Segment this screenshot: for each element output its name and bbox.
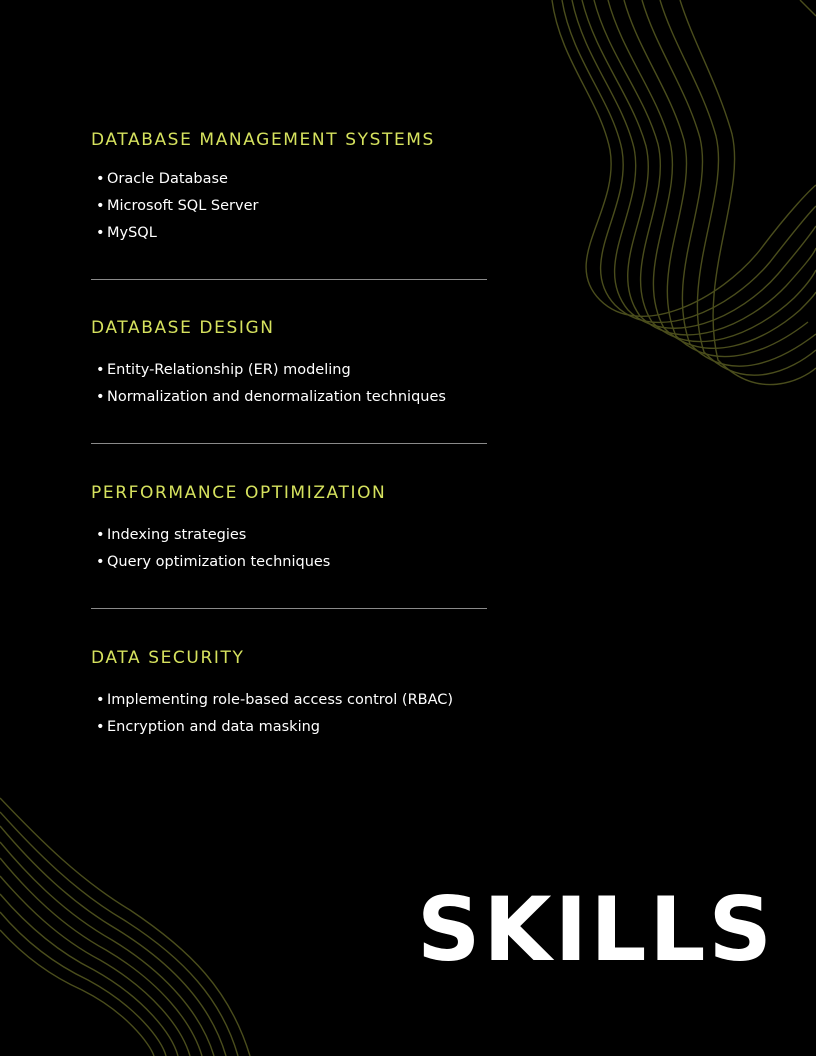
list-item [96,384,487,411]
bottom-left-wave-lines [0,798,250,1056]
section-title: PERFORMANCE OPTIMIZATION [91,483,387,503]
section-title: DATABASE MANAGEMENT SYSTEMS [91,130,435,150]
section-divider [91,279,487,280]
list-item [96,549,487,576]
bullet: • [96,554,105,570]
section-title: DATA SECURITY [91,648,245,668]
item-text: Encryption and data masking [107,719,320,735]
section-items [91,357,487,411]
list-item [96,357,487,384]
bullet: • [96,225,105,241]
section-title: DATABASE DESIGN [91,318,275,338]
list-item [96,220,487,247]
list-item [96,714,487,741]
section-database-design [91,317,487,411]
page-title: SKILLS [417,878,775,981]
bullet: • [96,198,105,214]
item-text: Implementing role-based access control (RBAC) [107,692,454,708]
item-text: Microsoft SQL Server [107,198,259,214]
section-divider [91,608,487,609]
bullet: • [96,692,105,708]
list-item [96,193,487,220]
bullet: • [96,389,105,405]
section-items [91,166,487,247]
section-performance-optimization [91,482,487,576]
bullet: • [96,527,105,543]
section-database-management-systems [91,129,487,247]
item-text: Entity-Relationship (ER) modeling [107,362,351,378]
item-text: Normalization and denormalization techniques [107,389,446,405]
item-text: Indexing strategies [107,527,247,543]
top-right-wave-lines [552,0,816,385]
section-divider [91,443,487,444]
item-text: Oracle Database [107,171,228,187]
bullet: • [96,362,105,378]
list-item [96,687,487,714]
section-items [91,522,487,576]
bullet: • [96,719,105,735]
section-data-security [91,647,487,741]
section-items [91,687,487,741]
list-item [96,166,487,193]
list-item [96,522,487,549]
item-text: Query optimization techniques [107,554,331,570]
bullet: • [96,171,105,187]
item-text: MySQL [107,225,157,241]
